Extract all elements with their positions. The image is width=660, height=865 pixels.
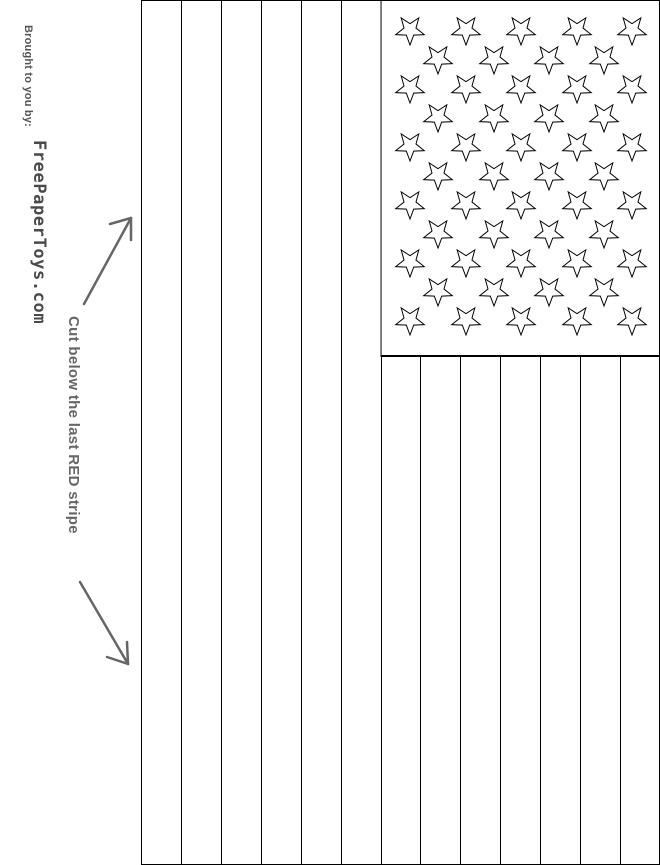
brand-name: FreePaperToys.com (29, 140, 49, 325)
stripes (142, 0, 660, 865)
brought-by-text: Brought to you by: (22, 25, 34, 127)
flag-border (142, 1, 660, 865)
cut-instruction: Cut below the last RED stripe (65, 316, 82, 534)
